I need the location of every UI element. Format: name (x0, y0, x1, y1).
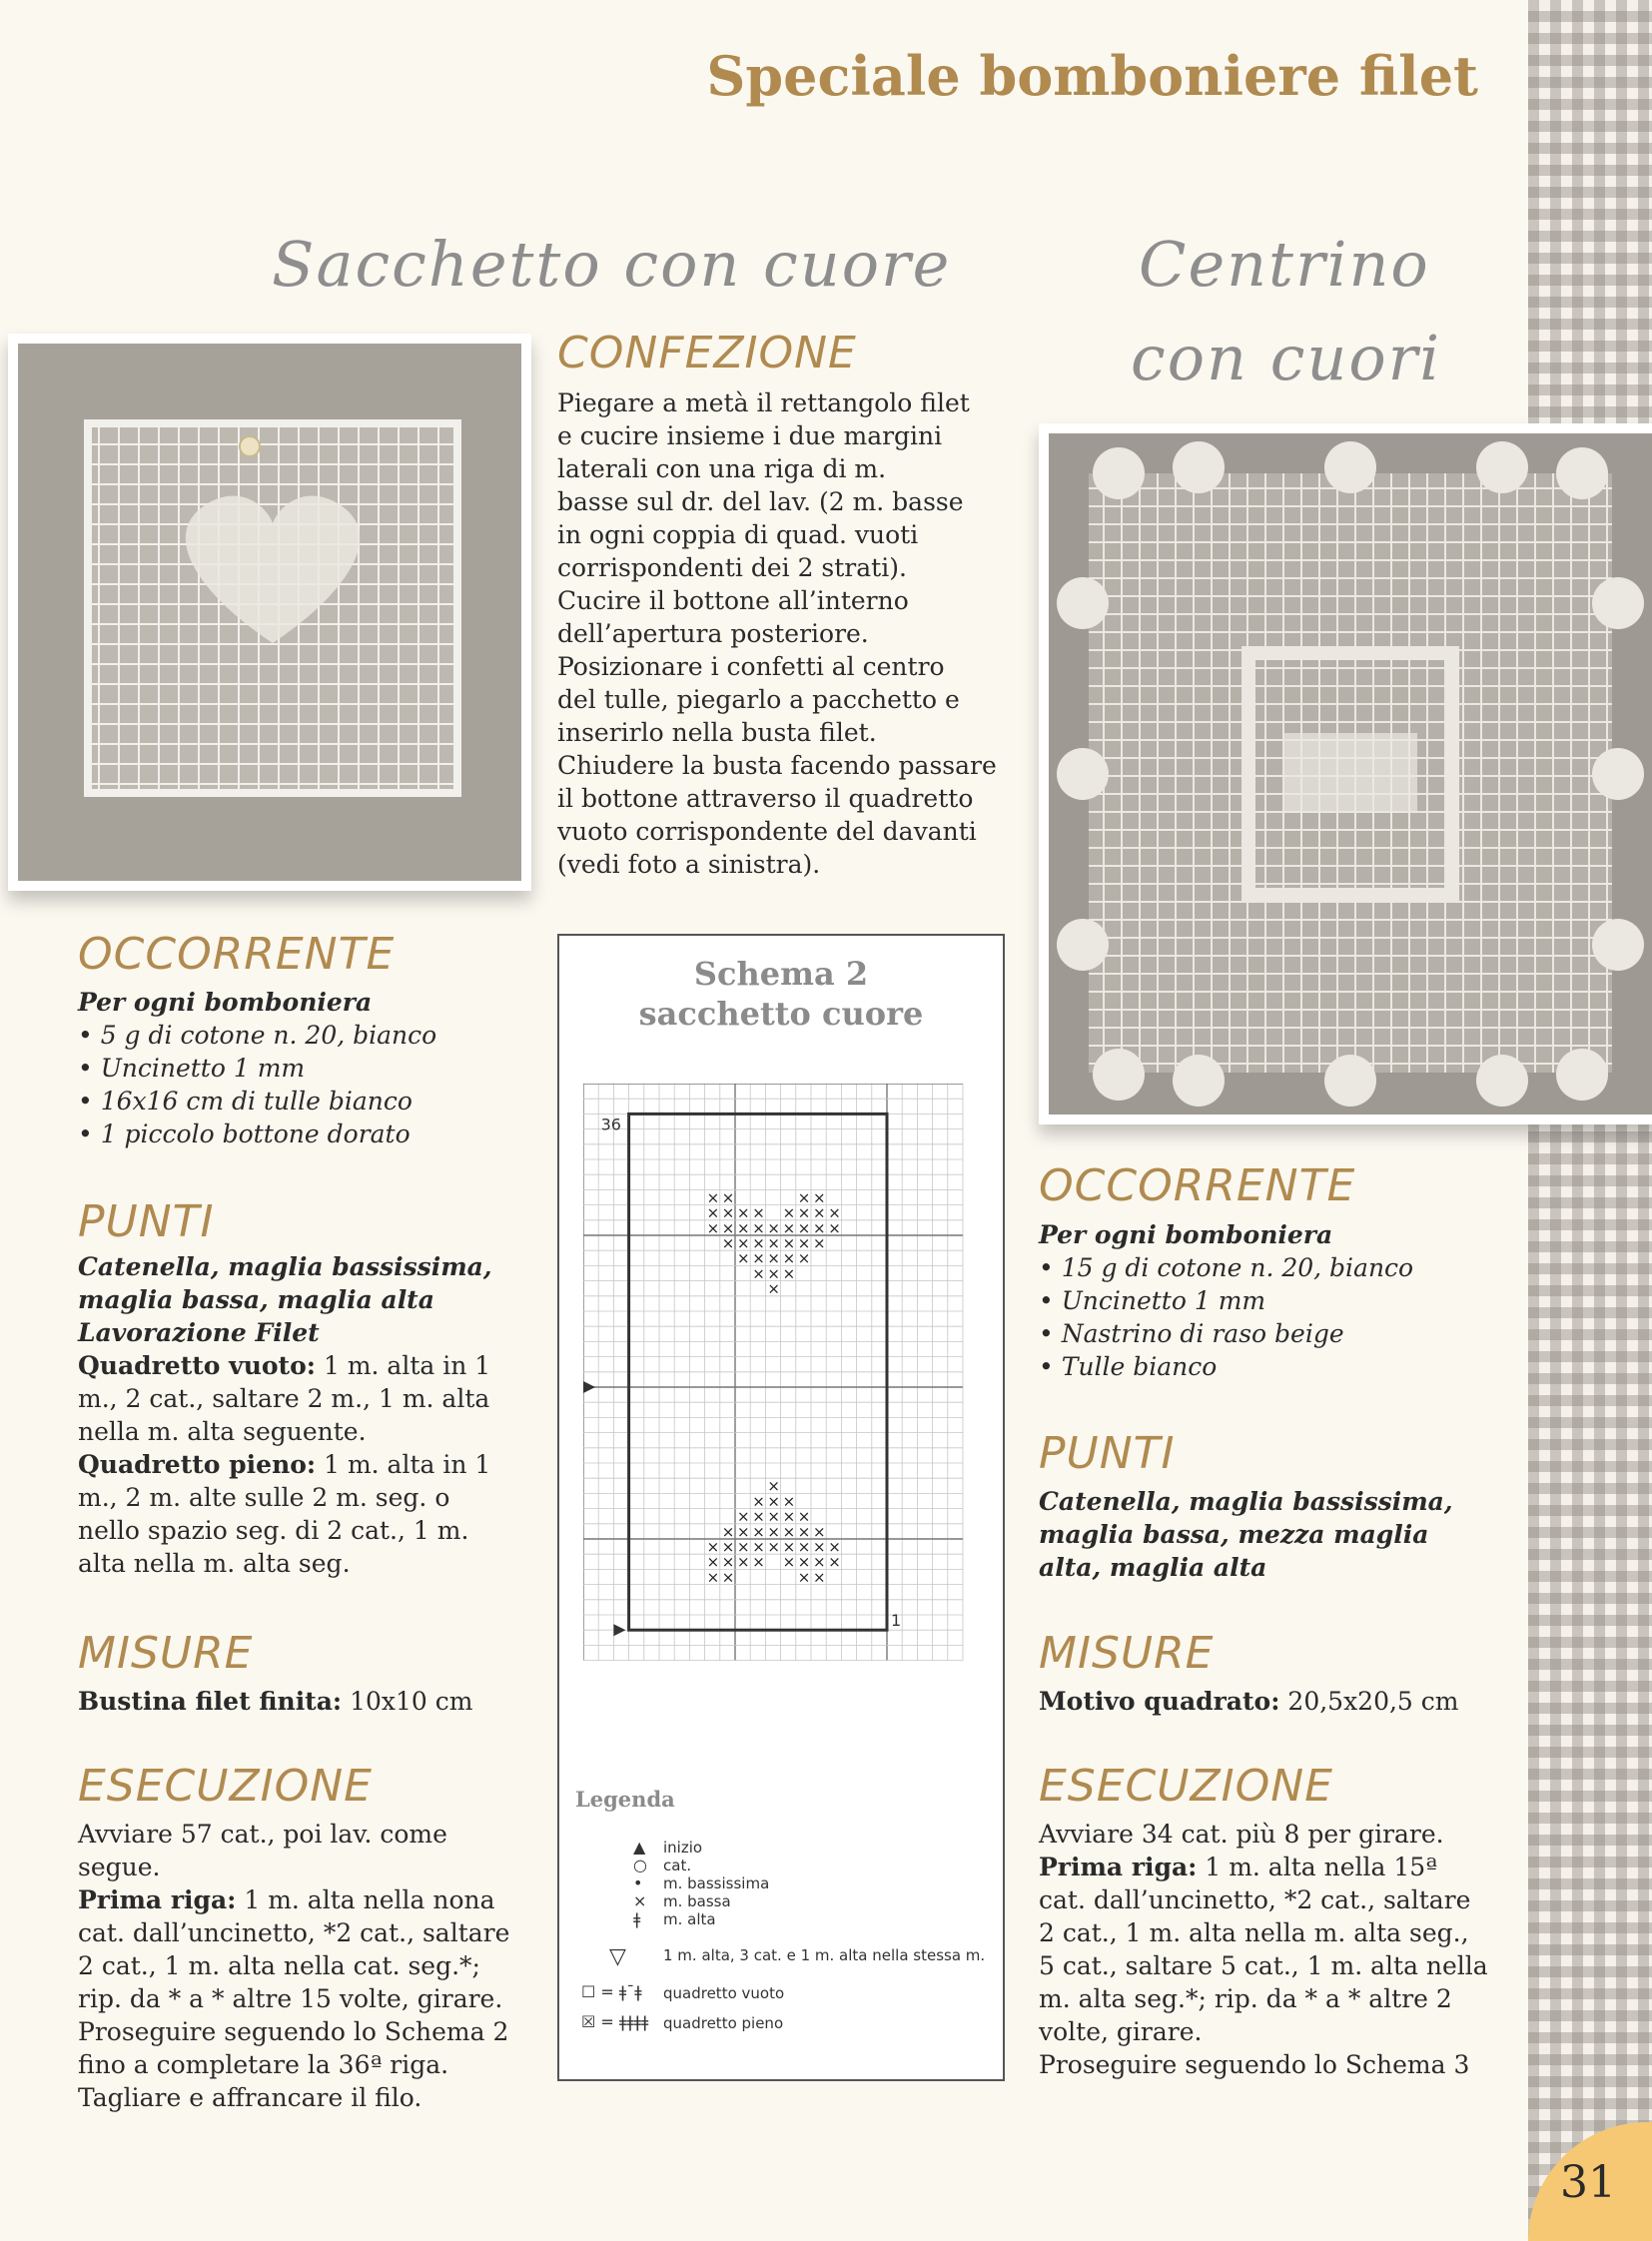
filled-square-mark: × (737, 1538, 750, 1556)
filled-square-mark: × (752, 1553, 765, 1572)
filled-square-mark: × (752, 1203, 765, 1222)
right-punti-heading: PUNTI (1039, 1428, 1176, 1479)
filled-square-mark: × (767, 1507, 780, 1526)
schema-title (559, 954, 1003, 1034)
sachet-illustration (18, 344, 521, 881)
right-occorrente-item: • Uncinetto 1 mm (1039, 1286, 1266, 1315)
filled-square-mark: × (828, 1553, 841, 1572)
sachet-image (18, 344, 521, 881)
filled-square-mark: × (721, 1538, 735, 1556)
doily-image (1049, 433, 1652, 1115)
left-misure-label: Bustina filet finita: (78, 1687, 343, 1716)
filled-square-mark: × (813, 1522, 826, 1541)
start-arrow-icon (613, 1624, 625, 1636)
right-esecuzione-outro: Proseguire seguendo lo Schema 3 (1039, 2050, 1470, 2079)
filled-square-mark: × (752, 1538, 765, 1556)
filled-square-mark: × (752, 1264, 765, 1283)
right-occorrente-item: • Nastrino di raso beige (1039, 1319, 1344, 1348)
left-esecuzione-text (78, 1818, 522, 2114)
left-esecuzione-intro: Avviare 57 cat., poi lav. come segue. (78, 1820, 447, 1881)
filled-square-mark: × (737, 1553, 750, 1572)
legend-item: quadretto vuoto (663, 1984, 785, 2002)
confezione-line: dell’apertura posteriore. (557, 619, 869, 648)
confezione-line: del tulle, piegarlo a pacchetto e (557, 685, 960, 714)
filled-square-mark: × (767, 1218, 780, 1237)
schema-panel (557, 934, 1005, 2081)
confezione-line: inserirlo nella busta filet. (557, 718, 877, 747)
confezione-line: Posizionare i confetti al centro (557, 652, 945, 681)
filled-square-mark: × (767, 1477, 780, 1496)
confezione-heading: CONFEZIONE (557, 328, 857, 378)
left-punti-heading: PUNTI (78, 1196, 215, 1247)
filled-square-mark: × (813, 1553, 826, 1572)
right-punti-list: Catenella, maglia bassissima, maglia bassa, mezza maglia alta, maglia alta (1039, 1487, 1453, 1582)
confezione-line: e cucire insieme i due margini (557, 421, 943, 450)
filled-square-mark: × (813, 1568, 826, 1587)
legend-item: inizio (663, 1839, 703, 1857)
filled-square-mark: × (752, 1249, 765, 1268)
left-occorrente-item: • 1 piccolo bottone dorato (78, 1120, 411, 1148)
left-occorrente-list (78, 986, 517, 1150)
filled-square-mark: × (782, 1507, 796, 1526)
right-misure-heading: MISURE (1039, 1628, 1215, 1679)
page-title: Speciale bomboniere filet (706, 44, 1478, 108)
filled-square-mark: × (828, 1218, 841, 1237)
filled-square-mark: × (767, 1264, 780, 1283)
left-misure-text (78, 1685, 517, 1718)
left-punti-text (78, 1250, 517, 1580)
left-occorrente-item: • 16x16 cm di tulle bianco (78, 1087, 413, 1116)
left-vuoto-text: 1 m. alta in 1 m., 2 cat., saltare 2 m., 1 m. alta nella m. alta seguente. (78, 1351, 491, 1446)
filled-square-mark: × (782, 1234, 796, 1252)
filled-square-mark: × (782, 1264, 796, 1283)
filled-square-mark: × (813, 1218, 826, 1237)
filled-square-mark: × (813, 1203, 826, 1222)
left-riga-label: Prima riga: (78, 1885, 237, 1914)
start-icon: ▲ (633, 1838, 646, 1857)
right-riga-text: 1 m. alta nella 15ª cat. dall’uncinetto, *2 cat., saltare 2 cat., 1 m. alta nella m. alta seg., 5 cat., saltare 5 cat., 1 m. alta nella m. alta seg.*; rip. da * a * altre 2 volte, girare. (1039, 1853, 1488, 2046)
slip-stitch-icon: • (633, 1873, 643, 1892)
filled-square-mark: × (767, 1249, 780, 1268)
left-misure-value: 10x10 cm (342, 1687, 473, 1716)
filled-square-mark: × (706, 1553, 720, 1572)
left-occorrente-heading: OCCORRENTE (78, 929, 396, 980)
legend-title: Legenda (575, 1787, 675, 1812)
filled-square-mark: × (721, 1234, 735, 1252)
filled-square-mark: × (828, 1203, 841, 1222)
filled-square-mark: × (782, 1553, 796, 1572)
filled-square-mark: × (782, 1218, 796, 1237)
schema-title-line1: Schema 2 (693, 955, 869, 993)
arrow-icon (583, 1381, 595, 1393)
filled-square-mark: × (797, 1568, 811, 1587)
chain-icon: ○ (633, 1856, 647, 1874)
photo-sachet (8, 334, 531, 891)
legend-item: m. bassissima (663, 1874, 770, 1892)
filled-square-mark: × (782, 1203, 796, 1222)
filled-square-mark: × (706, 1188, 720, 1207)
photo-doily (1039, 423, 1652, 1124)
shell-stitch-icon: ▽ (609, 1944, 626, 1969)
right-esecuzione-intro: Avviare 34 cat. più 8 per girare. (1039, 1820, 1444, 1849)
right-esecuzione-heading: ESECUZIONE (1039, 1761, 1333, 1812)
confezione-line: (vedi foto a sinistra). (557, 850, 821, 879)
right-riga-label: Prima riga: (1039, 1853, 1198, 1881)
filled-square-mark: × (752, 1492, 765, 1511)
row-label-top: 36 (600, 1115, 621, 1134)
left-occorrente-item: • 5 g di cotone n. 20, bianco (78, 1021, 437, 1050)
legend-item: m. alta (663, 1910, 716, 1928)
right-misure-text (1039, 1685, 1508, 1718)
left-pieno-text: 1 m. alta in 1 m., 2 m. alte sulle 2 m. seg. o nello spazio seg. di 2 cat., 1 m. alta nella m. alta seg. (78, 1450, 491, 1578)
filled-square-mark: × (737, 1522, 750, 1541)
left-esecuzione-heading: ESECUZIONE (78, 1761, 373, 1812)
filled-square-mark: × (767, 1234, 780, 1252)
left-lavorazione: Lavorazione Filet (78, 1318, 320, 1347)
filled-square-mark: × (782, 1249, 796, 1268)
filled-square-mark: × (752, 1522, 765, 1541)
filled-square-mark: × (797, 1218, 811, 1237)
filled-square-mark: × (752, 1507, 765, 1526)
right-esecuzione-text (1039, 1818, 1488, 2081)
legend-item: m. bassa (663, 1892, 731, 1910)
left-occorrente-subheading: Per ogni bomboniera (78, 988, 373, 1017)
filled-square-mark: × (737, 1507, 750, 1526)
filled-square-mark: × (737, 1249, 750, 1268)
single-crochet-icon: × (633, 1891, 647, 1910)
filled-square-mark: × (797, 1203, 811, 1222)
confezione-line: corrispondenti dei 2 strati). (557, 553, 907, 582)
row-label-bottom: 1 (891, 1611, 902, 1631)
left-pieno-label: Quadretto pieno: (78, 1450, 317, 1479)
filled-square-mark: × (721, 1522, 735, 1541)
right-occorrente-subheading: Per ogni bomboniera (1039, 1220, 1333, 1249)
filled-square-mark: × (813, 1234, 826, 1252)
filled-square-icon: ☒ = ǂǂǂǂ (581, 2012, 649, 2031)
double-crochet-icon: ǂ (633, 1909, 641, 1928)
filled-square-mark: × (706, 1218, 720, 1237)
confezione-line: vuoto corrispondente del davanti (557, 817, 977, 846)
filled-square-mark: × (797, 1249, 811, 1268)
filled-square-mark: × (767, 1279, 780, 1298)
left-script-title: Sacchetto con cuore (272, 228, 952, 301)
filled-square-mark: × (721, 1188, 735, 1207)
filled-square-mark: × (813, 1188, 826, 1207)
right-punti-text (1039, 1485, 1458, 1584)
empty-square-icon: ☐ = ǂ¯ǂ (581, 1982, 642, 2001)
filled-square-mark: × (737, 1218, 750, 1237)
filled-square-mark: × (797, 1553, 811, 1572)
right-misure-label: Motivo quadrato: (1039, 1687, 1280, 1716)
filled-square-mark: × (752, 1218, 765, 1237)
confezione-text (557, 386, 997, 881)
left-occorrente-item: • Uncinetto 1 mm (78, 1054, 306, 1083)
left-vuoto-label: Quadretto vuoto: (78, 1351, 317, 1380)
page-number: 31 (1560, 2157, 1616, 2208)
right-occorrente-list (1039, 1218, 1508, 1383)
confezione-line: Piegare a metà il rettangolo filet (557, 388, 970, 417)
legend-item: quadretto pieno (663, 2014, 784, 2032)
filled-square-mark: × (721, 1568, 735, 1587)
legend-item: cat. (663, 1857, 692, 1874)
filled-square-mark: × (828, 1538, 841, 1556)
schema-title-line2: sacchetto cuore (638, 995, 924, 1033)
filled-square-mark: × (797, 1188, 811, 1207)
confezione-line: laterali con una riga di m. (557, 454, 887, 483)
doily-illustration (1049, 433, 1652, 1115)
filled-square-mark: × (797, 1507, 811, 1526)
filled-square-mark: × (721, 1553, 735, 1572)
left-riga-text: 1 m. alta nella nona cat. dall’uncinetto, *2 cat., saltare 2 cat., 1 m. alta nella cat. seg.*; rip. da * a * altre 15 volte, girare. Proseguire seguendo lo Schema 2 fino a completare la 36ª riga. Tagliare e affrancare il filo. (78, 1885, 510, 2112)
filled-square-mark: × (782, 1538, 796, 1556)
legend-item: 1 m. alta, 3 cat. e 1 m. alta nella stessa m. (663, 1946, 986, 1964)
filled-square-mark: × (782, 1522, 796, 1541)
filled-square-mark: × (797, 1538, 811, 1556)
confezione-line: Chiudere la busta facendo passare (557, 751, 997, 780)
filled-square-mark: × (721, 1203, 735, 1222)
filled-square-mark: × (737, 1234, 750, 1252)
left-punti-list: Catenella, maglia bassissima, maglia bassa, maglia alta (78, 1252, 492, 1314)
filled-square-mark: × (706, 1538, 720, 1556)
right-script-title-line1: Centrino (1139, 228, 1430, 301)
filled-square-mark: × (721, 1218, 735, 1237)
schema-grid (583, 1084, 971, 1675)
confezione-line: in ogni coppia di quad. vuoti (557, 520, 919, 549)
filled-square-mark: × (737, 1203, 750, 1222)
left-misure-heading: MISURE (78, 1628, 254, 1679)
filled-square-mark: × (767, 1522, 780, 1541)
filled-square-mark: × (706, 1203, 720, 1222)
confezione-line: basse sul dr. del lav. (2 m. basse (557, 487, 964, 516)
right-occorrente-item: • 15 g di cotone n. 20, bianco (1039, 1253, 1414, 1282)
filled-square-mark: × (797, 1234, 811, 1252)
filled-square-mark: × (782, 1492, 796, 1511)
right-script-title-line2: con cuori (1131, 322, 1442, 394)
filled-square-mark: × (767, 1492, 780, 1511)
confezione-line: Cucire il bottone all’interno (557, 586, 909, 615)
right-occorrente-item: • Tulle bianco (1039, 1352, 1218, 1381)
filled-square-mark: × (813, 1538, 826, 1556)
filled-square-mark: × (752, 1234, 765, 1252)
filled-square-mark: × (797, 1522, 811, 1541)
right-misure-value: 20,5x20,5 cm (1279, 1687, 1459, 1716)
confezione-line: il bottone attraverso il quadretto (557, 784, 974, 813)
filled-square-mark: × (767, 1538, 780, 1556)
right-occorrente-heading: OCCORRENTE (1039, 1160, 1356, 1211)
filled-square-mark: × (706, 1568, 720, 1587)
